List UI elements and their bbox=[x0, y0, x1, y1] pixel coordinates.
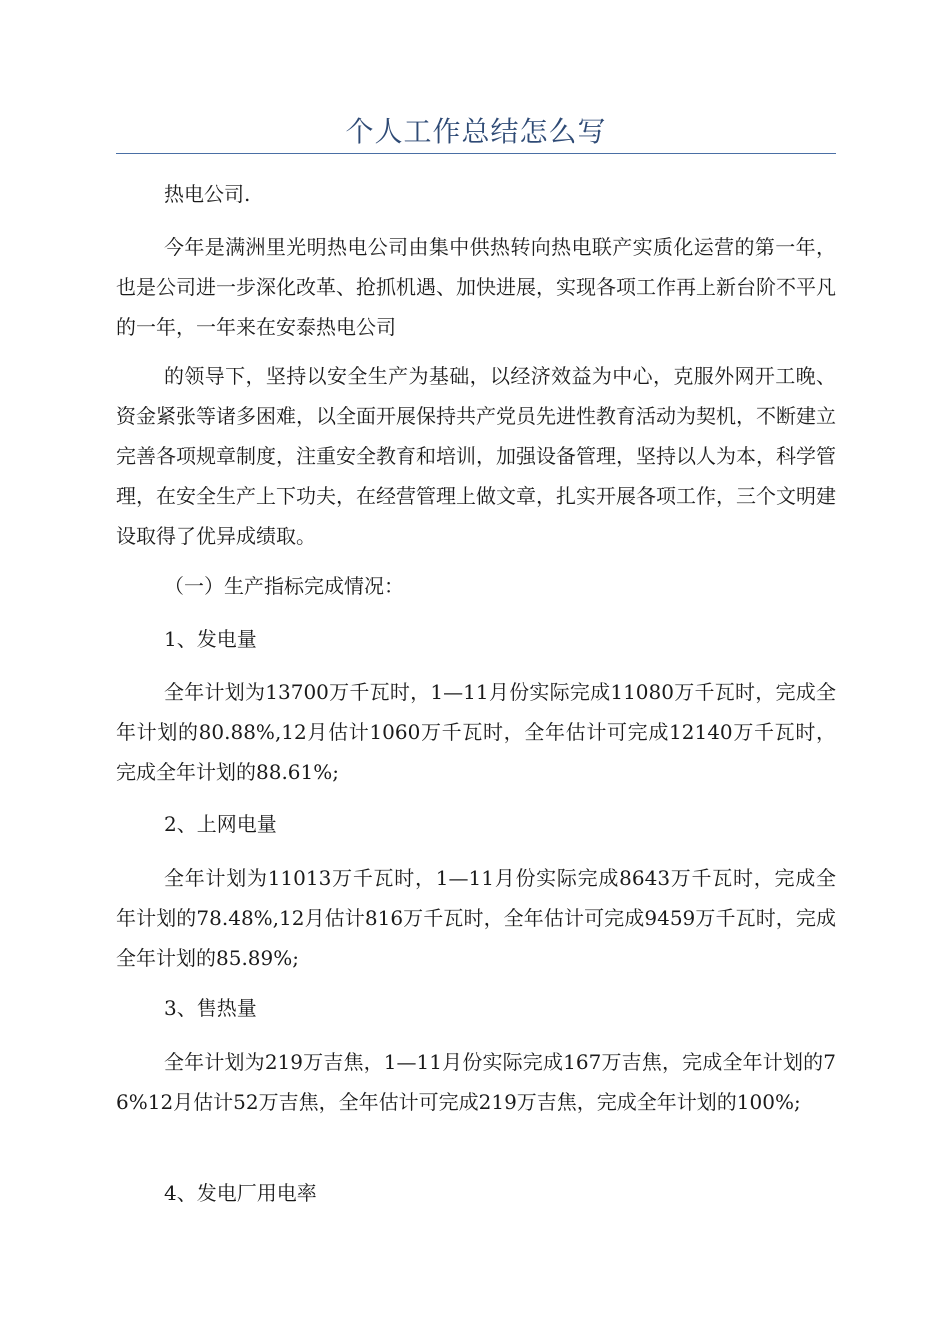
paragraph-grid-power: 全年计划为11013万千瓦时，1—11月份实际完成8643万千瓦时，完成全年计划的78.48%,12月估计816万千瓦时，全年估计可完成9459万千瓦时，完成全年计划的85.89%; bbox=[116, 866, 836, 970]
paragraph-addressee: 热电公司. bbox=[164, 182, 251, 206]
paragraph-intro: 今年是满洲里光明热电公司由集中供热转向热电联产实质化运营的第一年，也是公司进一步深化改革、抢抓机遇、加快进展，实现各项工作再上新台阶不平凡的一年，一年来在安泰热电公司 bbox=[116, 235, 836, 339]
item-heading-generation: 1、发电量 bbox=[164, 627, 257, 651]
paragraph-heat-sales: 全年计划为219万吉焦，1—11月份实际完成167万吉焦，完成全年计划的76%12月估计52万吉焦，全年估计可完成219万吉焦，完成全年计划的100%; bbox=[116, 1050, 836, 1114]
page-title: 个人工作总结怎么写 bbox=[345, 115, 607, 148]
section-heading-production: （一）生产指标完成情况： bbox=[164, 574, 404, 598]
item-heading-plant-power-rate: 4、发电厂用电率 bbox=[164, 1181, 317, 1205]
item-heading-heat-sales: 3、售热量 bbox=[164, 996, 257, 1020]
item-heading-grid-power: 2、上网电量 bbox=[164, 812, 277, 836]
paragraph-generation: 全年计划为13700万千瓦时，1—11月份实际完成11080万千瓦时，完成全年计划的80.88%,12月估计1060万千瓦时，全年估计可完成12140万千瓦时，完成全年计划的88.61%; bbox=[116, 680, 836, 784]
title-underline bbox=[116, 153, 836, 154]
paragraph-leadership: 的领导下，坚持以安全生产为基础，以经济效益为中心，克服外网开工晚、资金紧张等诸多困难，以全面开展保持共产党员先进性教育活动为契机，不断建立完善各项规章制度，注重安全教育和培训，加强设备管理，坚持以人为本，科学管理，在安全生产上下功夫，在经营管理上做文章，扎实开展各项工作，三个文明建设取得了优异成绩取。 bbox=[116, 364, 836, 548]
